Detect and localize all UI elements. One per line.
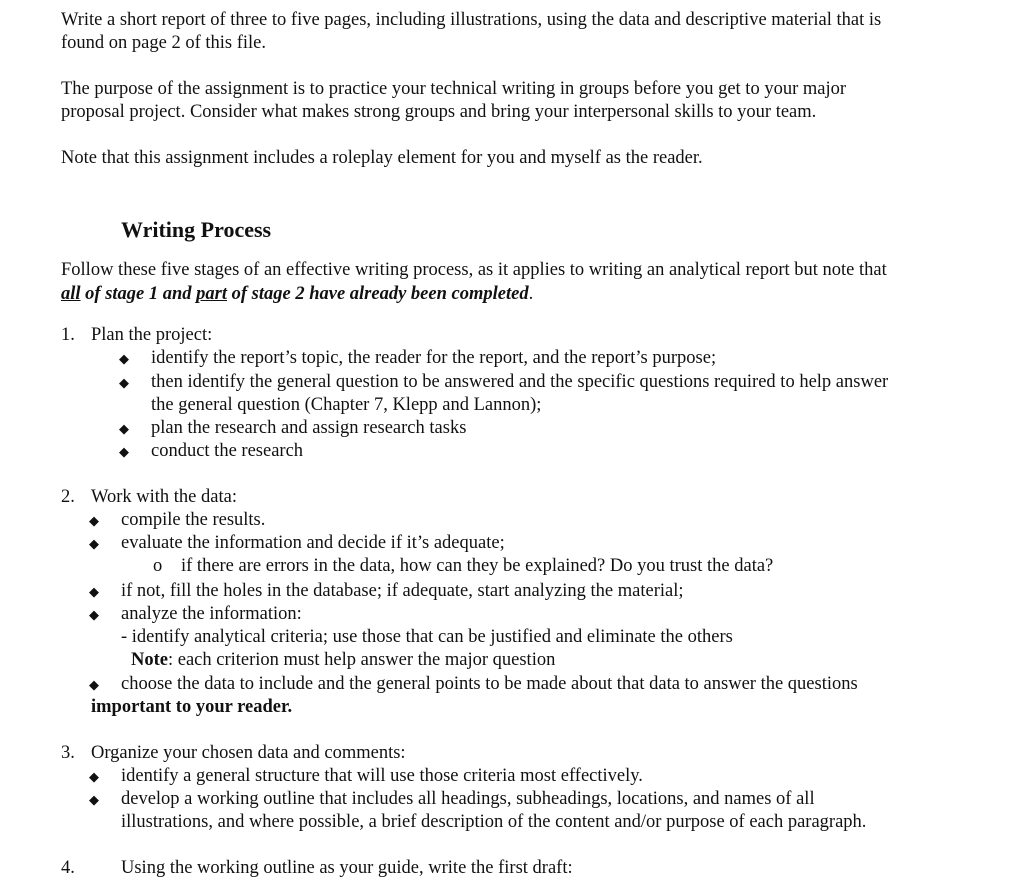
bullet-icon: ◆ [89, 677, 99, 692]
stage-1-number: 1. [61, 325, 75, 345]
stage-3-item-2-line-1: develop a working outline that includes all headings, subheadings, locations, and names of all [121, 789, 815, 809]
stage-1-item-2-line-2: the general question (Chapter 7, Klepp and Lannon); [151, 395, 542, 415]
stage-4-number: 4. [61, 858, 75, 878]
stage-1-item-3: plan the research and assign research tasks [151, 418, 467, 438]
lead-period: . [528, 284, 534, 304]
section-heading: Writing Process [121, 217, 272, 242]
intro-paragraph-3: Note that this assignment includes a roleplay element for you and myself as the reader. [61, 148, 703, 168]
stage-2-item-2: evaluate the information and decide if it’s adequate; [121, 533, 505, 553]
stage-1-title: Plan the project: [91, 325, 213, 345]
stage-1-item-2-line-1: then identify the general question to be answered and the specific questions required to help answer [151, 372, 889, 392]
bullet-icon: ◆ [89, 513, 99, 528]
stage-2-item-5-line-2: important to your reader. [91, 697, 293, 717]
stage-1-item-4: conduct the research [151, 441, 304, 461]
note-text: : each criterion must help answer the major question [167, 650, 556, 670]
lead-emphasis-stage1: of stage 1 and [80, 284, 197, 304]
bullet-icon: ◆ [89, 584, 99, 599]
intro-paragraph-2-line-2: proposal project. Consider what makes strong groups and bring your interpersonal skills to your team. [61, 102, 817, 122]
section-lead-line-1: Follow these five stages of an effective writing process, as it applies to writing an analytical report but note that [61, 260, 887, 280]
bullet-icon: ◆ [119, 421, 129, 436]
stage-3-item-1: identify a general structure that will use those criteria most effectively. [121, 766, 643, 786]
bullet-icon: ◆ [119, 375, 129, 390]
stage-4-title: Using the working outline as your guide, write the first draft: [121, 858, 573, 878]
stage-2-item-4: analyze the information: [121, 604, 302, 624]
intro-paragraph-1-line-1: Write a short report of three to five pages, including illustrations, using the data and descriptive material that is [61, 10, 882, 30]
intro-paragraph-2-line-1: The purpose of the assignment is to practice your technical writing in groups before you get to your major [61, 79, 847, 99]
sub-bullet-icon: o [153, 556, 163, 576]
bullet-icon: ◆ [119, 351, 129, 366]
lead-emphasis-part: part [196, 284, 227, 304]
stage-2-title: Work with the data: [91, 487, 237, 507]
stage-1-item-1: identify the report’s topic, the reader for the report, and the report’s purpose; [151, 348, 717, 368]
stage-3-item-2-line-2: illustrations, and where possible, a brief description of the content and/or purpose of each paragraph. [121, 812, 867, 832]
stage-2-item-1: compile the results. [121, 510, 266, 530]
stage-2-item-3: if not, fill the holes in the database; if adequate, start analyzing the material; [121, 581, 684, 601]
bullet-icon: ◆ [89, 769, 99, 784]
stage-3-number: 3. [61, 743, 75, 763]
bullet-icon: ◆ [89, 536, 99, 551]
bullet-icon: ◆ [89, 607, 99, 622]
bullet-icon: ◆ [89, 792, 99, 807]
note-label: Note [131, 650, 168, 670]
section-lead-line-2 [61, 283, 533, 306]
stage-2-number: 2. [61, 487, 75, 507]
bullet-icon: ◆ [119, 444, 129, 459]
lead-emphasis-stage2: of stage 2 have already been completed [227, 284, 529, 304]
lead-emphasis-all: all [61, 284, 81, 304]
stage-3-title: Organize your chosen data and comments: [91, 743, 406, 763]
stage-2-item-5-line-1: choose the data to include and the general points to be made about that data to answer the questions [121, 674, 858, 694]
stage-2-subitem-1: if there are errors in the data, how can they be explained? Do you trust the data? [181, 556, 774, 576]
stage-2-dash-line: - identify analytical criteria; use those that can be justified and eliminate the others [121, 627, 733, 647]
intro-paragraph-1-line-2: found on page 2 of this file. [61, 33, 266, 53]
stage-2-note [131, 649, 555, 672]
